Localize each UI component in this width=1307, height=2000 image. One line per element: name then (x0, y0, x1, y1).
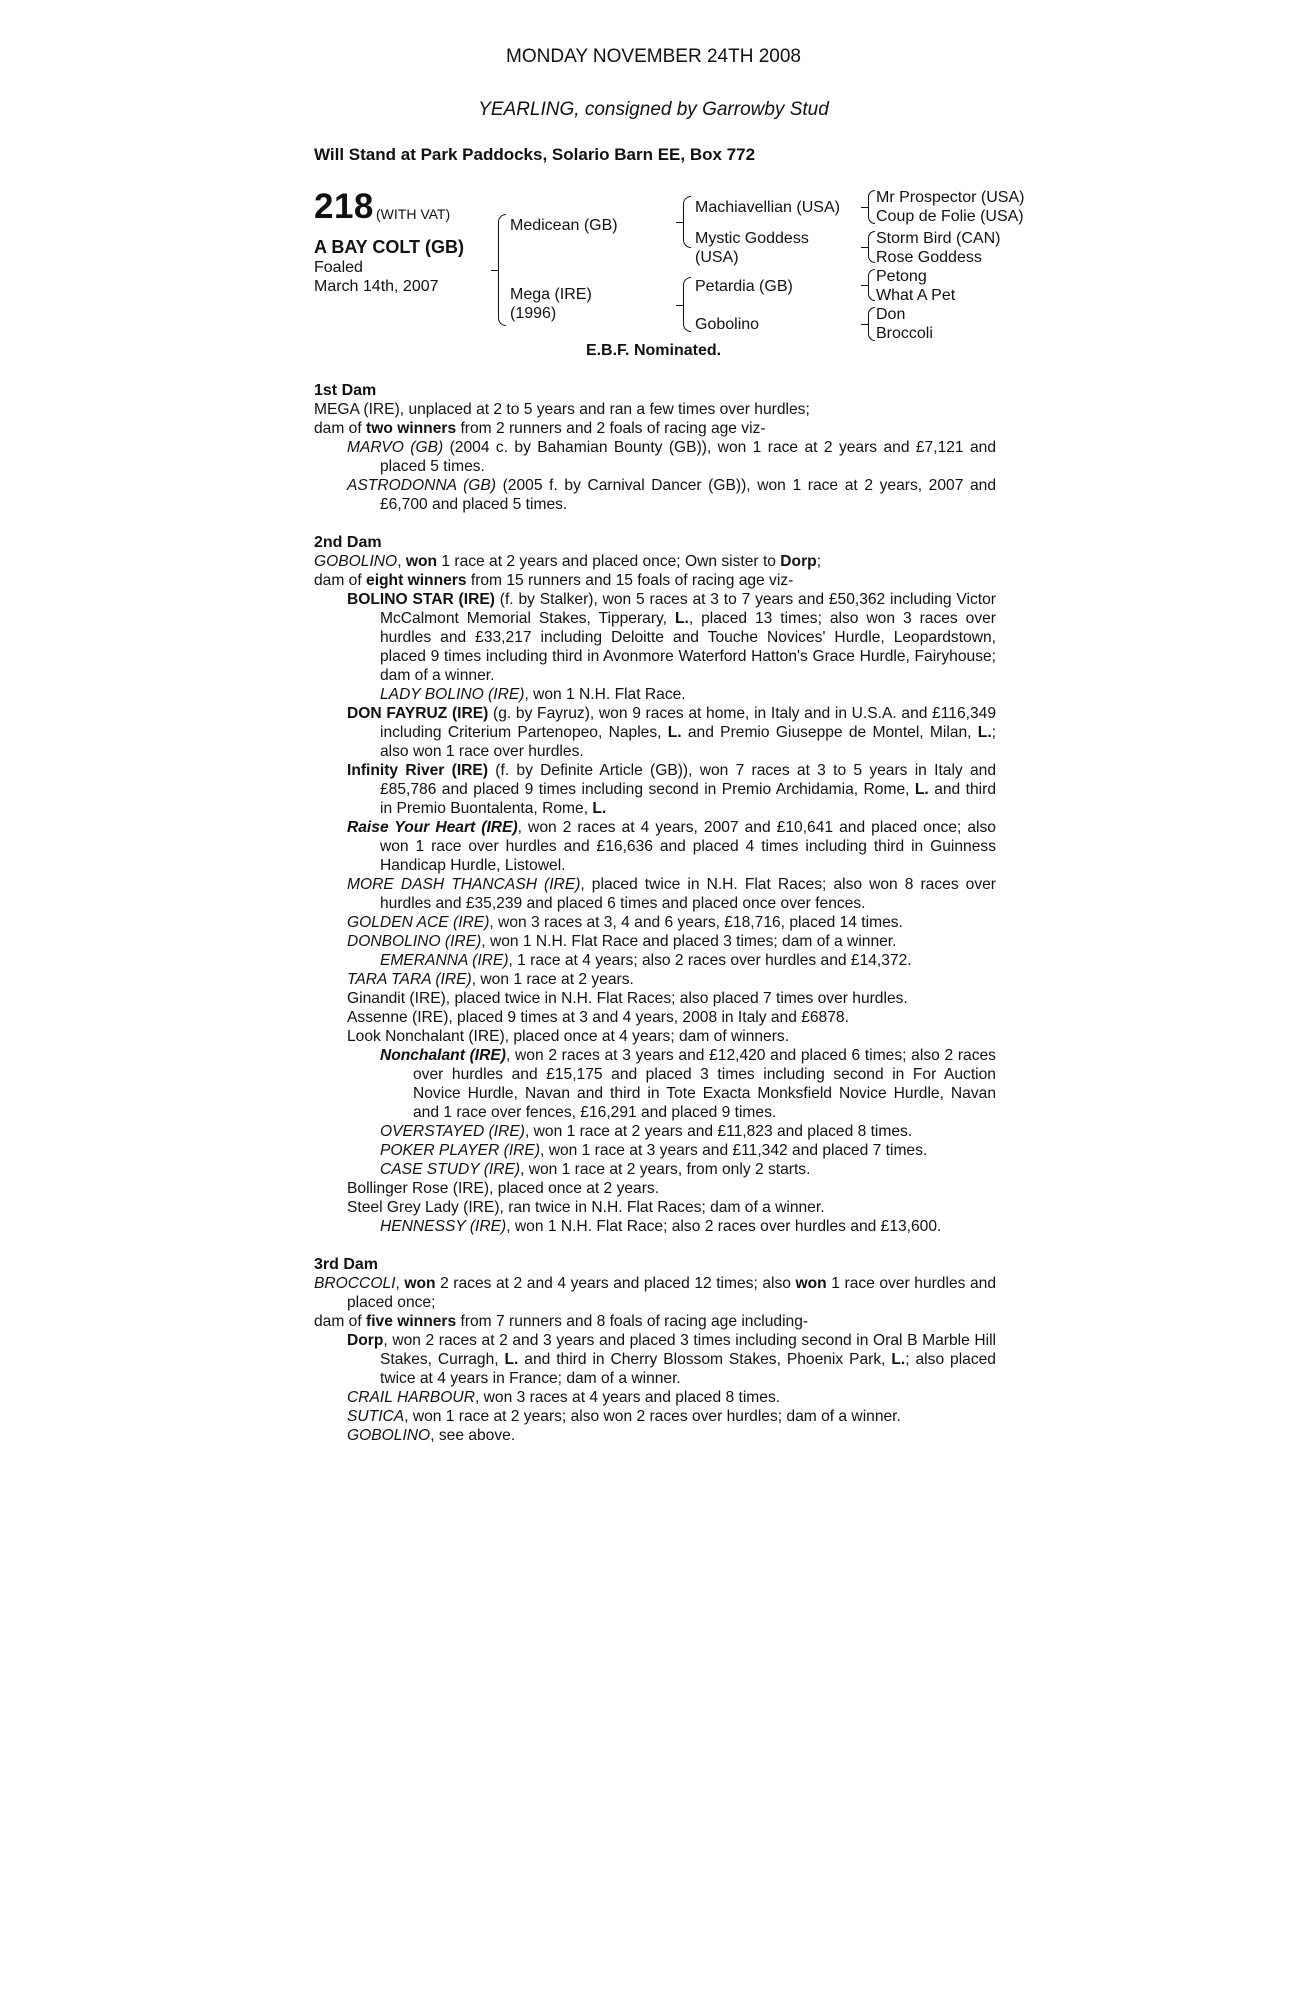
pedigree-great-granddam: Coup de Folie (USA) (876, 208, 1024, 225)
winners-count: two winners (366, 420, 457, 437)
progeny-record: , won 1 N.H. Flat Race; also 2 races over hurdles and £13,600. (506, 1218, 942, 1235)
progeny-name: LADY BOLINO (IRE) (380, 686, 525, 703)
progeny-entry (347, 438, 996, 476)
progeny-record: , won 1 race at 2 years and £11,823 and placed 8 times. (524, 1123, 913, 1140)
progeny-record: , 1 race at 4 years; also 2 races over hurdles and £14,372. (508, 952, 912, 969)
progeny-entry (347, 761, 996, 818)
progeny-record: (g. by Fayruz), won 9 races at home, in Italy and in U.S.A. and £116,349 including Criterium Partenopeo, Naples, (380, 705, 996, 741)
progeny-name: MORE DASH THANCASH (IRE) (347, 876, 581, 893)
summary-text: from 15 runners and 15 foals of racing age viz- (466, 572, 794, 589)
pedigree-great-grandsire: Mr Prospector (USA) (876, 189, 1025, 206)
dam-text: ; (816, 553, 822, 570)
pedigree-great-grandsire: Don (876, 306, 906, 323)
progeny-name: Infinity River (IRE) (347, 762, 489, 779)
progeny-record: Steel Grey Lady (IRE), ran twice in N.H. Flat Races; dam of a winner. (347, 1199, 825, 1216)
progeny-record: and Premio Giuseppe de Montel, Milan, (681, 724, 978, 741)
progeny-record: (2004 c. by Bahamian Bounty (GB)), won 1 race at 2 years and £7,121 and placed 5 times. (380, 439, 996, 475)
progeny-record: , won 1 race at 2 years, from only 2 starts. (520, 1161, 811, 1178)
progeny-entry (347, 1198, 996, 1217)
brace-bracket (868, 231, 875, 263)
progeny-record: Bollinger Rose (IRE), placed once at 2 years. (347, 1180, 660, 1197)
progeny-entry (347, 1331, 996, 1388)
lot-number: 218 (314, 187, 374, 226)
first-dam-heading: 1st Dam (314, 382, 377, 399)
pedigree-great-granddam: Rose Goddess (876, 249, 982, 266)
progeny-entry (347, 970, 996, 989)
progeny-entry (347, 476, 996, 514)
progeny-name: CRAIL HARBOUR (347, 1389, 475, 1406)
progeny-entry (380, 1217, 996, 1236)
dam-text: MEGA (IRE), unplaced at 2 to 5 years and ran a few times over hurdles; (314, 401, 810, 418)
summary-text: from 2 runners and 2 foals of racing age viz- (456, 420, 766, 437)
summary-text: dam of (314, 572, 367, 589)
progeny-record: , won 1 N.H. Flat Race and placed 3 times; dam of a winner. (481, 933, 897, 950)
progeny-entry (380, 1141, 996, 1160)
progeny-entry (347, 913, 996, 932)
progeny-name: EMERANNA (IRE) (380, 952, 509, 969)
progeny-entry (347, 1179, 996, 1198)
progeny-name: OVERSTAYED (IRE) (380, 1123, 525, 1140)
progeny-entry (380, 1122, 996, 1141)
dam-text: 2 races at 2 and 4 years and placed 12 times; also (435, 1275, 796, 1292)
listed-marker: L. (504, 1351, 519, 1368)
progeny-record: Assenne (IRE), placed 9 times at 3 and 4 years, 2008 in Italy and £6878. (347, 1009, 849, 1026)
progeny-entry (380, 951, 996, 970)
progeny-record: , see above. (430, 1427, 516, 1444)
ebf-nominated: E.B.F. Nominated. (585, 342, 722, 359)
progeny-entry (380, 1046, 996, 1122)
dam-name: BROCCOLI (314, 1275, 396, 1292)
dam-text: 1 race over hurdles and placed once; (347, 1275, 996, 1311)
progeny-record: (f. by Definite Article (GB)), won 7 races at 3 to 5 years in Italy and £85,786 and placed 9 times including second in Premio Archidamia, Rome, (380, 762, 996, 798)
summary-text: dam of (314, 420, 367, 437)
listed-marker: L. (674, 610, 689, 627)
progeny-name: Raise Your Heart (IRE) (347, 819, 518, 836)
pedigree-sire-dam-country: (USA) (695, 249, 739, 266)
progeny-record: ; also won 1 race over hurdles. (380, 724, 996, 760)
dam-line (314, 1274, 996, 1312)
progeny-name: CASE STUDY (IRE) (380, 1161, 521, 1178)
progeny-record: , won 2 races at 3 years and £12,420 and placed 6 times; also 2 races over hurdles and £15,175 and placed 3 times including second in For Auction Novice Hurdle, Navan and third in Tote Exacta Monksfield Novice Hurdle, Navan and 1 race over fences, £16,291 and placed 9 times. (413, 1047, 996, 1121)
winners-count: eight winners (366, 572, 467, 589)
listed-marker: L. (592, 800, 607, 817)
progeny-name: HENNESSY (IRE) (380, 1218, 507, 1235)
vat-note: (WITH VAT) (376, 206, 451, 222)
dam-text: , (397, 553, 406, 570)
produce-summary (314, 419, 996, 438)
progeny-entry (347, 932, 996, 951)
sale-date: MONDAY NOVEMBER 24TH 2008 (506, 46, 801, 67)
progeny-name: ASTRODONNA (GB) (347, 477, 496, 494)
pedigree-great-grandsire: Storm Bird (CAN) (876, 230, 1001, 247)
won-word: won (795, 1275, 827, 1292)
progeny-record: and third in Cherry Blossom Stakes, Phoenix Park, (518, 1351, 892, 1368)
progeny-record: Look Nonchalant (IRE), placed once at 4 years; dam of winners. (347, 1028, 790, 1045)
dam-text: , (395, 1275, 405, 1292)
third-dam-heading: 3rd Dam (314, 1256, 379, 1273)
progeny-entry (347, 1388, 996, 1407)
consignment-line: YEARLING, consigned by Garrowby Stud (478, 99, 829, 120)
dam-text: 1 race at 2 years and placed once; Own sister to (437, 553, 781, 570)
progeny-record: (2005 f. by Carnival Dancer (GB)), won 1 race at 2 years, 2007 and £6,700 and placed 5 times. (380, 477, 997, 513)
progeny-name: Nonchalant (IRE) (380, 1047, 506, 1064)
progeny-name: DON FAYRUZ (IRE) (347, 705, 489, 722)
progeny-entry (380, 685, 996, 704)
progeny-record: , won 3 races at 4 years and placed 8 times. (474, 1389, 781, 1406)
pedigree-great-grandsire: Petong (876, 268, 927, 285)
progeny-name: DONBOLINO (IRE) (347, 933, 482, 950)
progeny-record: , won 1 N.H. Flat Race. (524, 686, 686, 703)
progeny-entry (347, 704, 996, 761)
lot-description: A BAY COLT (GB) (314, 237, 465, 257)
brace-bracket (683, 277, 691, 332)
pedigree-great-granddam: Broccoli (876, 325, 933, 342)
progeny-entry (347, 590, 996, 685)
foaled-date: March 14th, 2007 (314, 278, 439, 295)
progeny-record: , won 2 races at 4 years, 2007 and £10,641 and placed once; also won 1 race over hurdles and £16,636 and placed 4 times including third in Guinness Handicap Hurdle, Listowel. (380, 819, 996, 874)
progeny-entry (347, 1407, 996, 1426)
progeny-entry (347, 818, 996, 875)
foaled-info (314, 258, 439, 296)
progeny-record: , won 2 races at 2 and 3 years and placed 3 times including second in Oral B Marble Hill Stakes, Curragh, (380, 1332, 996, 1368)
dam-line (314, 552, 996, 571)
progeny-name: POKER PLAYER (IRE) (380, 1142, 541, 1159)
summary-text: dam of (314, 1313, 367, 1330)
brace-bracket (498, 214, 506, 326)
winners-count: five winners (366, 1313, 457, 1330)
listed-marker: L. (977, 724, 992, 741)
dam-line (314, 400, 996, 419)
won-word: won (405, 553, 438, 570)
stand-location: Will Stand at Park Paddocks, Solario Barn EE, Box 772 (314, 145, 756, 164)
pedigree-dam: Mega (IRE) (510, 286, 592, 303)
foaled-label: Foaled (314, 259, 363, 276)
progeny-record: , won 1 race at 3 years and £11,342 and placed 7 times. (540, 1142, 928, 1159)
summary-text: from 7 runners and 8 foals of racing age including- (456, 1313, 809, 1330)
pedigree-sire: Medicean (GB) (510, 217, 618, 234)
listed-marker: L. (914, 781, 929, 798)
second-dam-heading: 2nd Dam (314, 534, 382, 551)
listed-marker: L. (667, 724, 682, 741)
progeny-entry (347, 1008, 996, 1027)
first-dam-section (314, 381, 996, 514)
progeny-entry (347, 989, 996, 1008)
progeny-name: GOLDEN ACE (IRE) (347, 914, 490, 931)
sibling-name: Dorp (780, 553, 817, 570)
progeny-entry (380, 1160, 996, 1179)
pedigree-dam-dam: Gobolino (695, 316, 760, 333)
progeny-record: , won 1 race at 2 years. (471, 971, 634, 988)
dam-name: GOBOLINO (314, 553, 398, 570)
catalogue-text (314, 381, 996, 1464)
brace-bracket (868, 269, 875, 301)
third-dam-section (314, 1255, 996, 1445)
listed-marker: L. (891, 1351, 906, 1368)
pedigree-dam-year: (1996) (510, 305, 557, 322)
progeny-name: MARVO (GB) (347, 439, 444, 456)
pedigree-great-granddam: What A Pet (876, 287, 956, 304)
pedigree-sire-dam: Mystic Goddess (695, 230, 809, 247)
progeny-record: , placed twice in N.H. Flat Races; also won 8 races over hurdles and £35,239 and placed 6 times and placed once over fences. (380, 876, 996, 912)
progeny-record: , won 1 race at 2 years; also won 2 races over hurdles; dam of a winner. (404, 1408, 901, 1425)
progeny-entry (347, 1027, 996, 1046)
produce-summary (314, 571, 996, 590)
produce-summary (314, 1312, 996, 1331)
won-word: won (404, 1275, 436, 1292)
progeny-record: (f. by Stalker), won 5 races at 3 to 7 years and £50,362 including Victor McCalmont Memorial Stakes, Tipperary, (380, 591, 996, 627)
progeny-record: , won 3 races at 3, 4 and 6 years, £18,716, placed 14 times. (489, 914, 903, 931)
progeny-record: ; also placed twice at 4 years in France; dam of a winner. (380, 1351, 996, 1387)
progeny-name: TARA TARA (IRE) (347, 971, 472, 988)
pedigree-sire-sire: Machiavellian (USA) (695, 199, 840, 216)
progeny-name: SUTICA (347, 1408, 405, 1425)
progeny-name: BOLINO STAR (IRE) (347, 591, 495, 608)
pedigree-dam-sire: Petardia (GB) (695, 278, 793, 295)
progeny-entry (347, 1426, 996, 1445)
progeny-record: Ginandit (IRE), placed twice in N.H. Flat Races; also placed 7 times over hurdles. (347, 990, 908, 1007)
progeny-entry (347, 875, 996, 913)
brace-bracket (868, 307, 875, 341)
progeny-record: , placed 13 times; also won 3 races over hurdles and £33,217 including Deloitte and Touche Novices' Hurdle, Leopardstown, placed 9 times including third in Avonmore Waterford Hatton's Grace Hurdle, Fairyhouse; dam of a winner. (380, 610, 997, 684)
second-dam-section (314, 533, 996, 1236)
brace-bracket (683, 196, 691, 248)
progeny-record: and third in Premio Buontalenta, Rome, (380, 781, 996, 817)
brace-bracket (868, 190, 875, 224)
progeny-name: Dorp (347, 1332, 384, 1349)
progeny-name: GOBOLINO (347, 1427, 431, 1444)
